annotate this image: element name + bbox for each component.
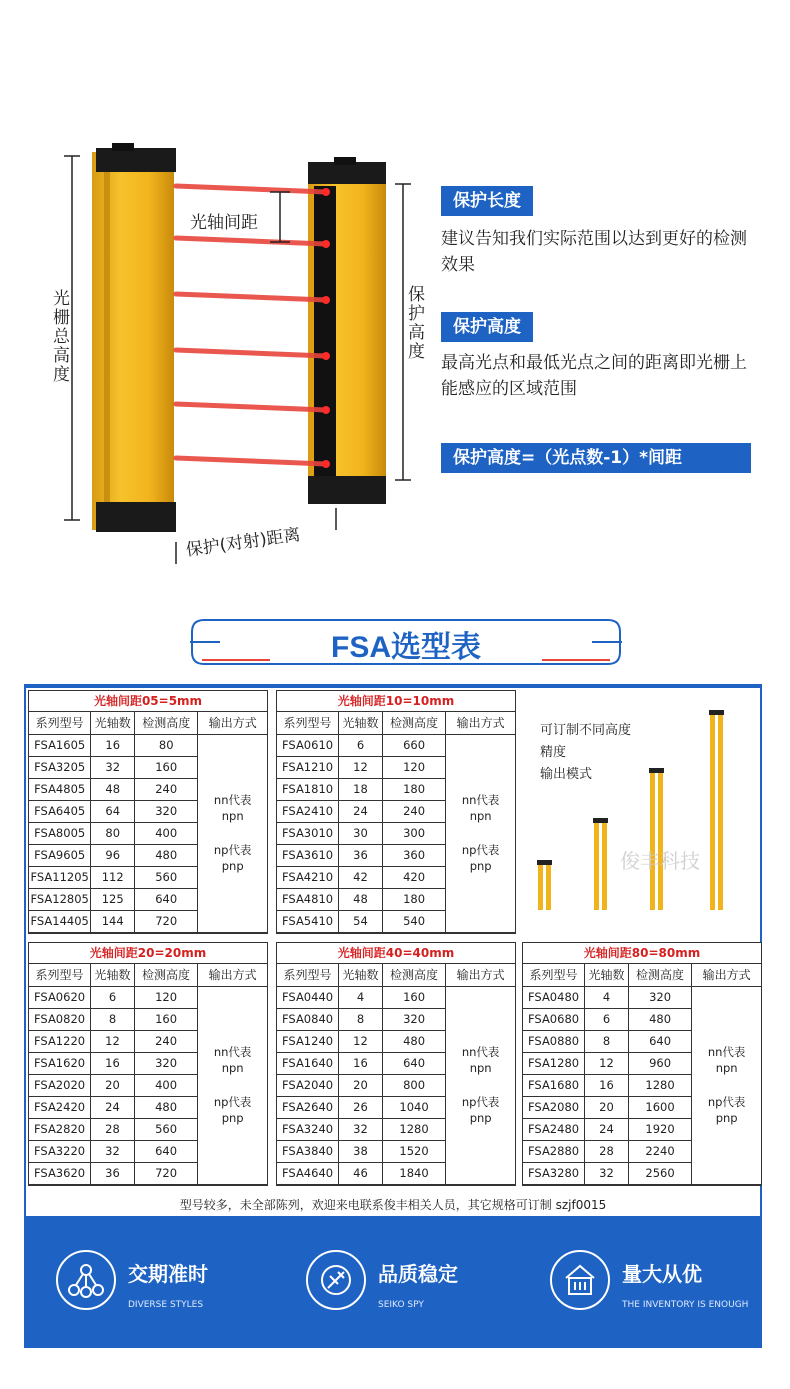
model-cell: FSA2080 bbox=[523, 1096, 585, 1118]
height-cell: 720 bbox=[134, 1162, 197, 1184]
height-cell: 320 bbox=[628, 986, 691, 1008]
spec-table-grid bbox=[277, 712, 515, 933]
model-cell: FSA3240 bbox=[277, 1118, 339, 1140]
height-cell: 640 bbox=[135, 888, 198, 910]
beams-cell: 16 bbox=[585, 1074, 629, 1096]
table-row bbox=[277, 986, 515, 1008]
output-np: np代表 bbox=[461, 843, 500, 857]
model-cell: FSA2040 bbox=[277, 1074, 339, 1096]
model-cell: FSA4810 bbox=[277, 888, 339, 910]
model-cell: FSA0680 bbox=[523, 1008, 585, 1030]
height-cell: 480 bbox=[628, 1008, 691, 1030]
beams-cell: 144 bbox=[91, 910, 135, 932]
spec-table-caption: 光轴间距05=5mm bbox=[29, 691, 267, 712]
model-cell: FSA1240 bbox=[277, 1030, 339, 1052]
beams-cell: 4 bbox=[339, 986, 383, 1008]
beams-cell: 24 bbox=[339, 800, 383, 822]
beams-cell: 64 bbox=[91, 800, 135, 822]
protect-height-badge: 保护高度 bbox=[441, 312, 533, 342]
beams-cell: 28 bbox=[91, 1118, 135, 1140]
beams-cell: 32 bbox=[339, 1118, 383, 1140]
height-cell: 240 bbox=[135, 778, 198, 800]
spec-table-caption: 光轴间距20=20mm bbox=[29, 943, 267, 964]
beams-cell: 54 bbox=[339, 910, 383, 932]
model-cell: FSA14405 bbox=[29, 910, 91, 932]
column-header-beams: 光轴数 bbox=[585, 964, 629, 986]
model-cell: FSA11205 bbox=[29, 866, 91, 888]
table-note: 型号较多，未全部陈列，欢迎来电联系俊丰相关人员，其它规格可订制 szjf0015 bbox=[179, 1198, 607, 1212]
beams-cell: 12 bbox=[91, 1030, 135, 1052]
model-cell: FSA5410 bbox=[277, 910, 339, 932]
model-cell: FSA3220 bbox=[29, 1140, 91, 1162]
light-curtain-diagram bbox=[0, 0, 430, 590]
total-height-label: 光栅总高度 bbox=[53, 289, 71, 385]
height-cell: 660 bbox=[382, 734, 445, 756]
column-header-beams: 光轴数 bbox=[91, 964, 135, 986]
column-header-height: 检测高度 bbox=[134, 964, 197, 986]
beams-cell: 12 bbox=[339, 1030, 383, 1052]
model-cell: FSA2880 bbox=[523, 1140, 585, 1162]
formula-badge: 保护高度=（光点数-1）*间距 bbox=[441, 443, 751, 473]
height-cell: 480 bbox=[382, 1030, 445, 1052]
beams-cell: 28 bbox=[585, 1140, 629, 1162]
feature-sub: SEIKO SPY bbox=[378, 1300, 424, 1310]
height-cell: 320 bbox=[135, 800, 198, 822]
height-cell: 2560 bbox=[628, 1162, 691, 1184]
beams-cell: 46 bbox=[339, 1162, 383, 1184]
spec-table-caption: 光轴间距80=80mm bbox=[523, 943, 761, 964]
spec-table-0 bbox=[28, 690, 268, 934]
beams-cell: 16 bbox=[91, 734, 135, 756]
feature-sub: DIVERSE STYLES bbox=[128, 1300, 204, 1310]
height-cell: 1600 bbox=[628, 1096, 691, 1118]
height-cell: 1840 bbox=[382, 1162, 445, 1184]
column-header-beams: 光轴数 bbox=[339, 712, 383, 734]
beams-cell: 18 bbox=[339, 778, 383, 800]
height-cell: 1520 bbox=[382, 1140, 445, 1162]
model-cell: FSA9605 bbox=[29, 844, 91, 866]
model-cell: FSA1220 bbox=[29, 1030, 91, 1052]
beams-cell: 36 bbox=[339, 844, 383, 866]
model-cell: FSA2410 bbox=[277, 800, 339, 822]
model-cell: FSA3010 bbox=[277, 822, 339, 844]
table-row bbox=[29, 734, 267, 756]
height-cell: 320 bbox=[382, 1008, 445, 1030]
table-row bbox=[29, 986, 267, 1008]
output-np: np代表 bbox=[213, 1095, 252, 1109]
output-cell bbox=[198, 734, 267, 932]
beams-cell: 16 bbox=[91, 1052, 135, 1074]
output-np: np代表 bbox=[213, 843, 252, 857]
column-header-model: 系列型号 bbox=[277, 712, 339, 734]
height-cell: 640 bbox=[382, 1052, 445, 1074]
beams-cell: 96 bbox=[91, 844, 135, 866]
model-cell: FSA3205 bbox=[29, 756, 91, 778]
beams-cell: 38 bbox=[339, 1140, 383, 1162]
model-cell: FSA3610 bbox=[277, 844, 339, 866]
protect-length-text: 建议告知我们实际范围以达到更好的检测效果 bbox=[441, 229, 747, 275]
height-cell: 240 bbox=[382, 800, 445, 822]
spec-table-caption: 光轴间距10=10mm bbox=[277, 691, 515, 712]
beams-cell: 24 bbox=[91, 1096, 135, 1118]
beams-cell: 32 bbox=[91, 756, 135, 778]
output-nn: nn代表 bbox=[707, 1045, 746, 1059]
beams-cell: 42 bbox=[339, 866, 383, 888]
model-cell: FSA0820 bbox=[29, 1008, 91, 1030]
column-header-height: 检测高度 bbox=[382, 964, 445, 986]
model-cell: FSA4805 bbox=[29, 778, 91, 800]
height-cell: 800 bbox=[382, 1074, 445, 1096]
protect-height-label: 保护高度 bbox=[408, 285, 426, 362]
model-cell: FSA1810 bbox=[277, 778, 339, 800]
model-cell: FSA3620 bbox=[29, 1162, 91, 1184]
beams-cell: 32 bbox=[91, 1140, 135, 1162]
height-cell: 1280 bbox=[628, 1074, 691, 1096]
model-cell: FSA4210 bbox=[277, 866, 339, 888]
beams-cell: 48 bbox=[91, 778, 135, 800]
height-cell: 960 bbox=[628, 1052, 691, 1074]
height-cell: 120 bbox=[382, 756, 445, 778]
model-cell: FSA8005 bbox=[29, 822, 91, 844]
section-title-frame bbox=[190, 618, 622, 666]
spec-table-1 bbox=[276, 690, 516, 934]
beams-cell: 16 bbox=[339, 1052, 383, 1074]
beams-cell: 4 bbox=[585, 986, 629, 1008]
beams-cell: 20 bbox=[339, 1074, 383, 1096]
table-row bbox=[277, 734, 515, 756]
height-cell: 720 bbox=[135, 910, 198, 932]
beams-cell: 125 bbox=[91, 888, 135, 910]
height-cell: 2240 bbox=[628, 1140, 691, 1162]
protect-height-text: 最高光点和最低光点之间的距离即光栅上能感应的区域范围 bbox=[441, 353, 747, 399]
height-cell: 400 bbox=[135, 822, 198, 844]
beams-cell: 6 bbox=[339, 734, 383, 756]
spacing-label: 光轴间距 bbox=[190, 213, 258, 233]
beams-cell: 32 bbox=[585, 1162, 629, 1184]
beams-cell: 80 bbox=[91, 822, 135, 844]
output-nn: nn代表 bbox=[213, 1045, 252, 1059]
model-cell: FSA2420 bbox=[29, 1096, 91, 1118]
beams-cell: 30 bbox=[339, 822, 383, 844]
model-cell: FSA1605 bbox=[29, 734, 91, 756]
column-header-model: 系列型号 bbox=[29, 712, 91, 734]
output-nn: nn代表 bbox=[461, 793, 500, 807]
beams-cell: 20 bbox=[585, 1096, 629, 1118]
height-cell: 80 bbox=[135, 734, 198, 756]
height-cell: 360 bbox=[382, 844, 445, 866]
height-cell: 180 bbox=[382, 888, 445, 910]
feature-sub: THE INVENTORY IS ENOUGH bbox=[622, 1300, 749, 1310]
beams-cell: 6 bbox=[585, 1008, 629, 1030]
model-cell: FSA0840 bbox=[277, 1008, 339, 1030]
model-cell: FSA1640 bbox=[277, 1052, 339, 1074]
model-cell: FSA1680 bbox=[523, 1074, 585, 1096]
height-cell: 540 bbox=[382, 910, 445, 932]
output-nn: nn代表 bbox=[461, 1045, 500, 1059]
output-nn: nn代表 bbox=[213, 793, 252, 807]
spec-table-grid bbox=[277, 964, 515, 1185]
output-np: np代表 bbox=[461, 1095, 500, 1109]
height-cell: 400 bbox=[134, 1074, 197, 1096]
model-cell: FSA1620 bbox=[29, 1052, 91, 1074]
beams-cell: 36 bbox=[91, 1162, 135, 1184]
column-header-output: 输出方式 bbox=[446, 712, 515, 734]
model-cell: FSA1210 bbox=[277, 756, 339, 778]
model-cell: FSA2820 bbox=[29, 1118, 91, 1140]
column-header-model: 系列型号 bbox=[523, 964, 585, 986]
beams-cell: 8 bbox=[339, 1008, 383, 1030]
network-icon bbox=[56, 1250, 116, 1310]
column-header-beams: 光轴数 bbox=[91, 712, 135, 734]
spec-table-grid bbox=[29, 964, 267, 1185]
column-header-model: 系列型号 bbox=[29, 964, 91, 986]
column-header-model: 系列型号 bbox=[277, 964, 339, 986]
feature-title: 交期准时 bbox=[128, 1262, 208, 1286]
output-pnp: pnp bbox=[469, 1111, 492, 1125]
height-cell: 1280 bbox=[382, 1118, 445, 1140]
beams-cell: 112 bbox=[91, 866, 135, 888]
column-header-output: 输出方式 bbox=[692, 964, 761, 986]
height-cell: 240 bbox=[134, 1030, 197, 1052]
height-cell: 1040 bbox=[382, 1096, 445, 1118]
height-cell: 640 bbox=[628, 1030, 691, 1052]
column-header-height: 检测高度 bbox=[135, 712, 198, 734]
height-cell: 180 bbox=[382, 778, 445, 800]
quality-icon bbox=[306, 1250, 366, 1310]
height-cell: 160 bbox=[134, 1008, 197, 1030]
model-cell: FSA6405 bbox=[29, 800, 91, 822]
height-cell: 300 bbox=[382, 822, 445, 844]
height-cell: 160 bbox=[382, 986, 445, 1008]
output-pnp: pnp bbox=[221, 1111, 244, 1125]
output-cell bbox=[446, 734, 515, 932]
output-np: np代表 bbox=[707, 1095, 746, 1109]
height-cell: 560 bbox=[135, 866, 198, 888]
height-cell: 560 bbox=[134, 1118, 197, 1140]
protect-length-badge: 保护长度 bbox=[441, 186, 533, 216]
model-cell: FSA0480 bbox=[523, 986, 585, 1008]
output-npn: npn bbox=[469, 809, 492, 823]
feature-title: 品质稳定 bbox=[378, 1262, 458, 1286]
features-band bbox=[24, 1218, 762, 1348]
table-row bbox=[523, 986, 761, 1008]
output-npn: npn bbox=[715, 1061, 738, 1075]
promo-line-2: 精度 bbox=[540, 745, 567, 760]
spec-table-3 bbox=[276, 942, 516, 1186]
feature-title: 量大从优 bbox=[622, 1262, 702, 1286]
model-cell: FSA1280 bbox=[523, 1052, 585, 1074]
beams-cell: 48 bbox=[339, 888, 383, 910]
watermark: 俊丰科技 bbox=[620, 849, 700, 873]
height-cell: 1920 bbox=[628, 1118, 691, 1140]
model-cell: FSA0880 bbox=[523, 1030, 585, 1052]
beams-cell: 26 bbox=[339, 1096, 383, 1118]
height-cell: 420 bbox=[382, 866, 445, 888]
beams-cell: 20 bbox=[91, 1074, 135, 1096]
output-cell bbox=[692, 986, 761, 1184]
model-cell: FSA2640 bbox=[277, 1096, 339, 1118]
column-header-beams: 光轴数 bbox=[339, 964, 383, 986]
spec-table-grid bbox=[29, 712, 267, 933]
model-cell: FSA2480 bbox=[523, 1118, 585, 1140]
height-cell: 640 bbox=[134, 1140, 197, 1162]
column-header-height: 检测高度 bbox=[382, 712, 445, 734]
selection-table-panel bbox=[24, 684, 762, 1218]
output-npn: npn bbox=[469, 1061, 492, 1075]
section-title: FSA选型表 bbox=[331, 631, 481, 664]
promo-line-3: 输出模式 bbox=[540, 767, 593, 782]
output-pnp: pnp bbox=[469, 859, 492, 873]
beams-cell: 12 bbox=[585, 1052, 629, 1074]
spec-table-grid bbox=[523, 964, 761, 1185]
spec-table-2 bbox=[28, 942, 268, 1186]
column-header-height: 检测高度 bbox=[628, 964, 691, 986]
output-cell bbox=[446, 986, 515, 1184]
model-cell: FSA0440 bbox=[277, 986, 339, 1008]
model-cell: FSA0620 bbox=[29, 986, 91, 1008]
model-cell: FSA4640 bbox=[277, 1162, 339, 1184]
column-header-output: 输出方式 bbox=[198, 712, 267, 734]
output-pnp: pnp bbox=[715, 1111, 738, 1125]
column-header-output: 输出方式 bbox=[446, 964, 515, 986]
selection-table-inner bbox=[26, 688, 760, 1216]
model-cell: FSA2020 bbox=[29, 1074, 91, 1096]
beams-cell: 6 bbox=[91, 986, 135, 1008]
distance-label: 保护(对射)距离 bbox=[184, 524, 302, 561]
model-cell: FSA3280 bbox=[523, 1162, 585, 1184]
output-npn: npn bbox=[221, 1061, 244, 1075]
output-cell bbox=[198, 986, 267, 1184]
output-pnp: pnp bbox=[221, 859, 244, 873]
output-npn: npn bbox=[221, 809, 244, 823]
height-cell: 160 bbox=[135, 756, 198, 778]
beams-cell: 12 bbox=[339, 756, 383, 778]
spec-table-4 bbox=[522, 942, 762, 1186]
beams-cell: 8 bbox=[91, 1008, 135, 1030]
beams-cell: 24 bbox=[585, 1118, 629, 1140]
beams-cell: 8 bbox=[585, 1030, 629, 1052]
product-image bbox=[524, 692, 758, 922]
model-cell: FSA12805 bbox=[29, 888, 91, 910]
height-cell: 480 bbox=[134, 1096, 197, 1118]
column-header-output: 输出方式 bbox=[198, 964, 267, 986]
spec-table-caption: 光轴间距40=40mm bbox=[277, 943, 515, 964]
model-cell: FSA0610 bbox=[277, 734, 339, 756]
height-cell: 120 bbox=[134, 986, 197, 1008]
promo-line-1: 可订制不同高度 bbox=[540, 723, 632, 738]
warehouse-icon bbox=[550, 1250, 610, 1310]
height-cell: 480 bbox=[135, 844, 198, 866]
model-cell: FSA3840 bbox=[277, 1140, 339, 1162]
height-cell: 320 bbox=[134, 1052, 197, 1074]
